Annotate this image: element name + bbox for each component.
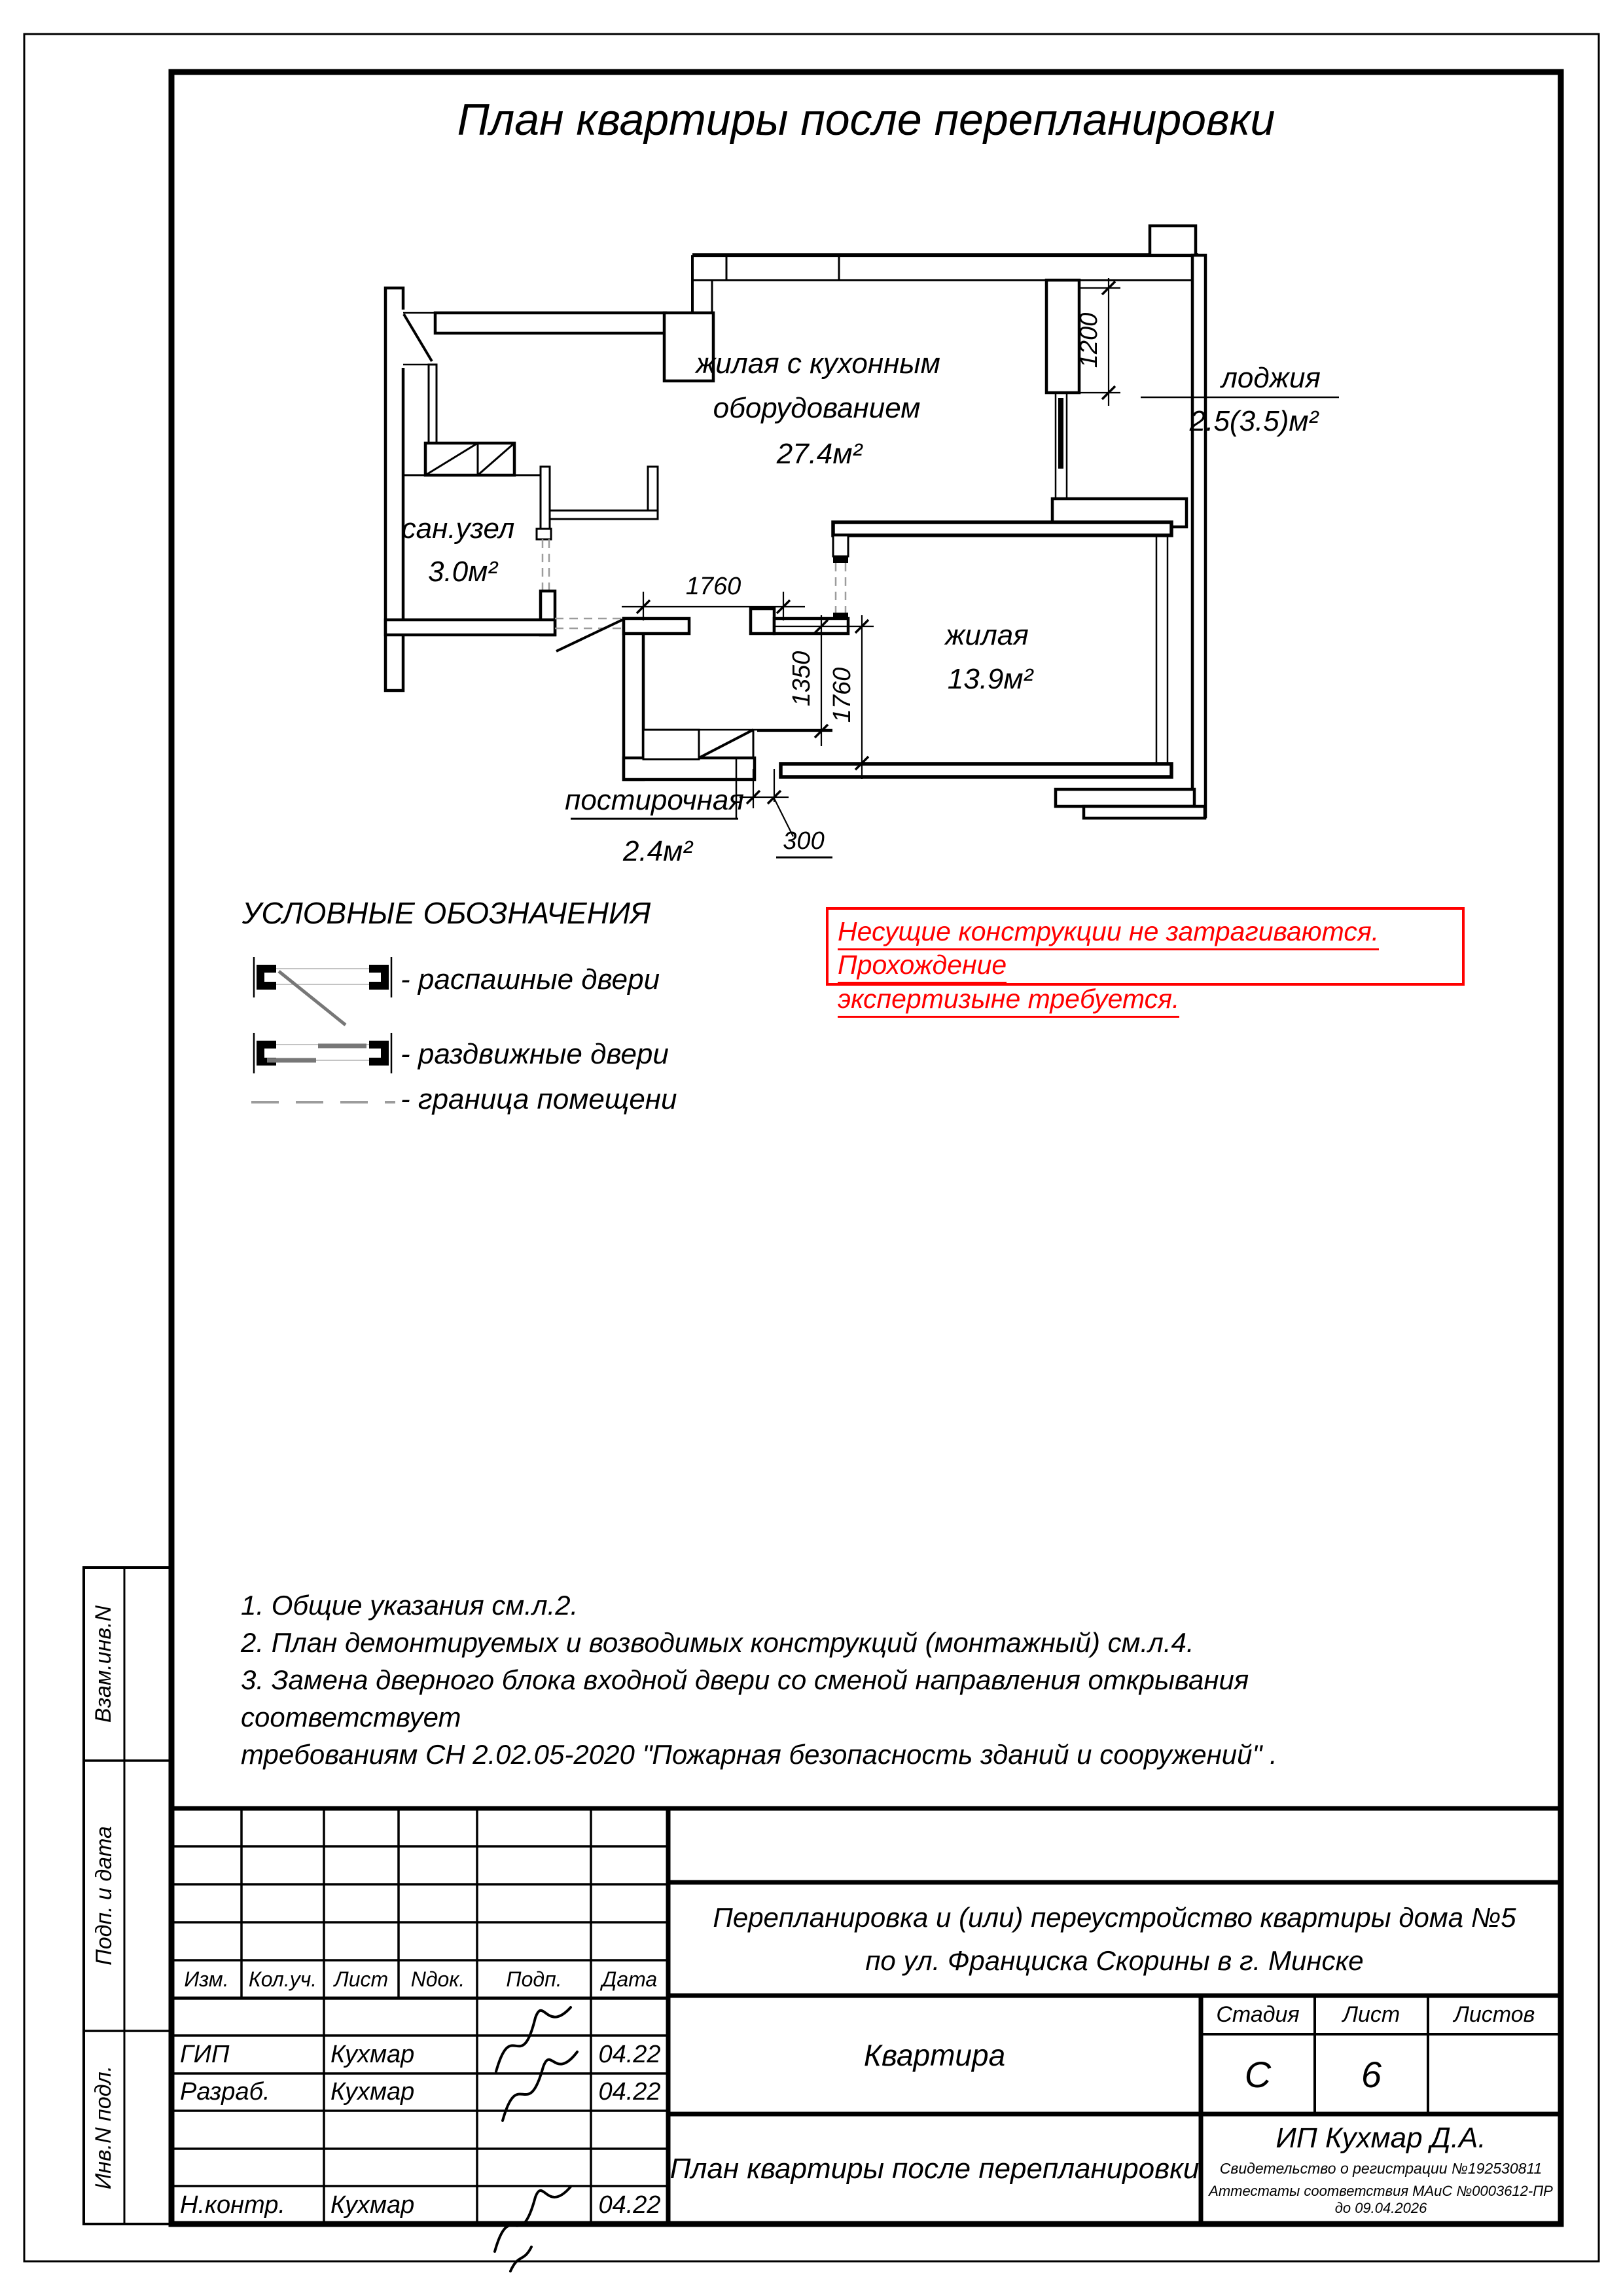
- signature-nkontr: [484, 2176, 596, 2274]
- south-wall: [781, 764, 1171, 777]
- margin-stamp-inventory: Инв.N подл.: [91, 2065, 116, 2190]
- room-label-bathroom: [402, 512, 515, 588]
- svg-text:жилая с кухонным: жилая с кухонным: [696, 348, 940, 380]
- rev-header-koluch: Кол.уч.: [248, 1967, 317, 1991]
- role-gip: ГИП: [180, 2040, 230, 2068]
- sheets-value: [1428, 2034, 1561, 2114]
- drawing-title: План квартиры после перепланировки: [669, 2153, 1200, 2185]
- legend-item-room-border: - граница помещени: [401, 1083, 677, 1115]
- svg-text:постирочная: постирочная: [565, 784, 744, 816]
- company-cert-2: Аттестаты соответствия МАиС №0003612-ПР до 09.04.2026: [1209, 2182, 1553, 2216]
- rev-header-data: Дата: [601, 1967, 658, 1991]
- role-nkontr-date: 04.22: [598, 2191, 661, 2219]
- svg-text:27.4м²: 27.4м²: [776, 438, 863, 470]
- legend-item-sliding-doors: - раздвижные двери: [401, 1038, 669, 1070]
- svg-text:1350: 1350: [788, 651, 815, 707]
- room-border-symbol: [247, 1088, 398, 1114]
- general-notes: [241, 1587, 1419, 1773]
- role-nkontr-name: Кухмар: [330, 2191, 415, 2219]
- svg-text:1760: 1760: [685, 573, 741, 600]
- east-outer-wall: [1192, 255, 1205, 817]
- laundry-door-leaf: [699, 730, 753, 758]
- roof-shaft: [1150, 226, 1196, 255]
- rev-header-podp: Подп.: [506, 1967, 562, 1991]
- svg-text:1200: 1200: [1075, 312, 1103, 368]
- warning-line-1: Несущие конструкции не затрагиваются. Прохождение: [838, 916, 1379, 984]
- room-label-living: [944, 619, 1033, 695]
- entrance-door-leaf: [404, 314, 432, 361]
- room-label-loggia: [1141, 362, 1339, 437]
- svg-text:1760: 1760: [829, 667, 856, 723]
- svg-text:2.4м²: 2.4м²: [623, 835, 692, 867]
- company-block: [1201, 2114, 1561, 2224]
- sheets-header: Листов: [1454, 2002, 1535, 2027]
- swing-door-symbol: [247, 957, 398, 1030]
- role-gip-date: 04.22: [598, 2040, 661, 2068]
- rev-header-list: Лист: [334, 1967, 389, 1991]
- dim-1760-v: [829, 615, 868, 779]
- note-line: 1. Общие указания см.л.2.: [241, 1590, 579, 1621]
- sheet-value: 6: [1361, 2053, 1382, 2095]
- project-line-2: по ул. Франциска Скорины в г. Минске: [865, 1945, 1364, 1976]
- role-razrab-name: Кухмар: [330, 2078, 415, 2106]
- vent-shaft: [425, 443, 514, 475]
- dim-1760-h: [622, 573, 805, 620]
- svg-text:лоджия: лоджия: [1221, 362, 1321, 394]
- project-line-1: Перепланировка и (или) переустройство квартиры дома №5: [713, 1902, 1516, 1933]
- svg-text:13.9м²: 13.9м²: [947, 663, 1033, 695]
- dim-300: [740, 769, 832, 857]
- role-razrab-date: 04.22: [598, 2078, 661, 2106]
- margin-stamp-sign-date: Подп. и дата: [91, 1826, 116, 1965]
- rev-header-ndok: Nдок.: [410, 1967, 465, 1991]
- object-name: Квартира: [863, 2037, 1006, 2072]
- margin-stamp-replacement: Взам.инв.N: [91, 1605, 116, 1723]
- note-line: требованиям СН 2.02.05-2020 "Пожарная безопасность зданий и сооружений" .: [241, 1739, 1277, 1770]
- legend-title: УСЛОВНЫЕ ОБОЗНАЧЕНИЯ: [242, 896, 651, 930]
- svg-text:оборудованием: оборудованием: [713, 392, 921, 424]
- warning-note: [826, 907, 1465, 1014]
- svg-text:2.5(3.5)м²: 2.5(3.5)м²: [1189, 405, 1319, 437]
- floor-plan: [360, 183, 1342, 916]
- rev-header-izm: Изм.: [184, 1967, 229, 1991]
- sliding-door-symbol: [247, 1031, 398, 1077]
- svg-text:жилая: жилая: [945, 619, 1029, 651]
- sheet-header: Лист: [1342, 2002, 1400, 2027]
- svg-text:3.0м²: 3.0м²: [428, 556, 497, 588]
- note-line: 2. План демонтируемых и возводимых конструкций (монтажный) см.л.4.: [241, 1627, 1194, 1658]
- page-title: План квартиры после перепланировки: [457, 95, 1275, 145]
- project-name: [675, 1889, 1554, 1989]
- role-razrab: Разраб.: [180, 2078, 270, 2106]
- stage-value: С: [1244, 2053, 1272, 2095]
- company-cert-1: Свидетельство о регистрации №192530811: [1219, 2159, 1543, 2177]
- role-gip-name: Кухмар: [330, 2040, 415, 2068]
- svg-text:300: 300: [783, 827, 825, 855]
- company-name: ИП Кухмар Д.А.: [1275, 2121, 1486, 2154]
- signature-gip-razrab: [484, 2000, 596, 2124]
- note-line: 3. Замена дверного блока входной двери со сменой направления открывания соответствует: [241, 1664, 1249, 1732]
- svg-text:сан.узел: сан.узел: [401, 512, 515, 545]
- living-room-top-wall: [833, 522, 1171, 535]
- role-nkontr: Н.контр.: [180, 2191, 285, 2219]
- room-label-living-kitchen: [694, 348, 940, 470]
- warning-line-2: экспертизыне требуется.: [838, 984, 1179, 1018]
- stage-header: Стадия: [1216, 2002, 1300, 2027]
- legend-item-swing-doors: - распашные двери: [401, 963, 660, 996]
- hall-door-leaf: [556, 620, 622, 651]
